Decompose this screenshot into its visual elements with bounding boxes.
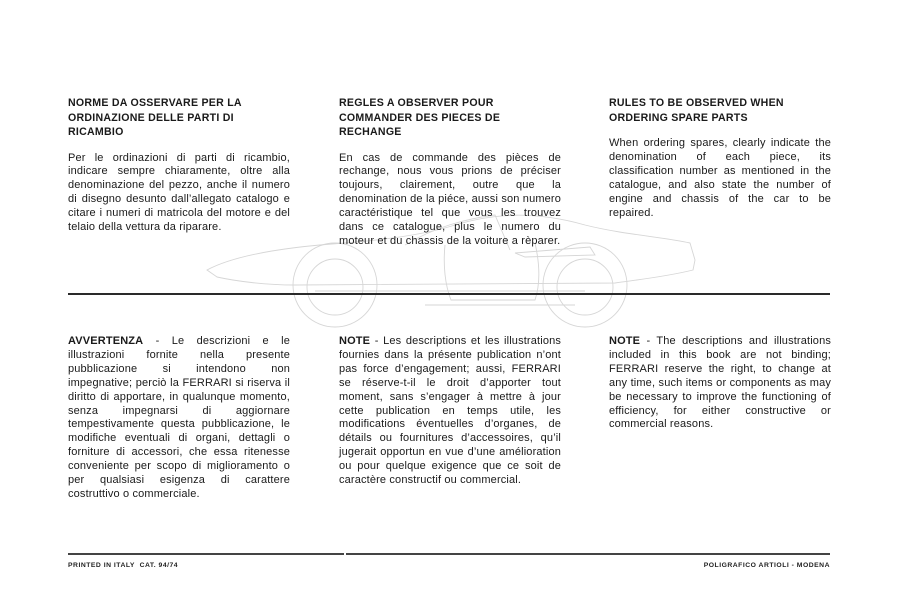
note-text-it: - Le descrizioni e le illustrazioni fornite nella presente pubblicazione si intendono non impegnative; perciò la FERRARI si riserva il diritto di apportare, in qualunque momento, senza impegnarsi di aggiornare tempestivamente questa pubblicazione, le modifiche eventuali di organi, dettagli o forniture di accessori, che essa ritenesse conveniente per scopo di miglioramento o per qualsiasi esigenza di carattere costruttivo o commerciale. (68, 335, 290, 500)
note-text-fr: - Les descriptions et les illustrations fournies dans la présente publication n’ont pas force d’engagement; aussi, FERRARI se réserve-t-il le droit d’apporter tout moment, sans s’engager à mettre à jour cette publication en temps utile, les modifications éventuelles d’organes, de détails ou fournitures d’accessoires, qu’il jugerait opportun en vue d’une amélioration ou pour quelque exigence que ce soit de caractère constructif ou commercial. (339, 335, 561, 487)
rules-text-it: Per le ordinazioni di parti di ricambio, indicare sempre chiaramente, oltre alla denominazione del pezzo, anche il numero di disegno desunto dall’allegato catalogo e citare i numeri di matricola del motore e del telaio della vettura da riparare. (68, 151, 290, 234)
note-text-en: - The descriptions and illustrations included in this book are not binding; FERRARI reserve the right, to change at any time, such items or components as may be necessary to improve the functioning of efficiency, for either constructive or commercial reasons. (609, 335, 831, 431)
section-divider (68, 293, 830, 295)
rules-heading-en: RULES TO BE OBSERVED WHEN ORDERING SPARE PARTS (609, 97, 784, 124)
note-fr (339, 335, 561, 488)
rear-wheel (557, 259, 613, 315)
footer-printer: POLIGRAFICO ARTIOLI - MODENA (703, 562, 830, 569)
column-english-rules (609, 96, 831, 220)
car-door (444, 243, 539, 300)
rules-text-fr: En cas de commande des pièces de rechange, nous vous prions de préciser toujours, clairement, outre que la denomination de la piéce, aussi son numero caractéristique tel que vous les trouvez dans ce catalogue, plus le numero du moteur et du chassis de la voiture a rèparer. (339, 151, 561, 247)
rules-heading-fr: REGLES A OBSERVER POUR COMMANDER DES PIECES DE RECHANGE (339, 97, 501, 138)
column-italian-rules (68, 96, 290, 235)
footer-rule-right (346, 553, 830, 555)
column-french-note (339, 335, 561, 488)
rules-text-en: When ordering spares, clearly indicate the denomination of each piece, its classification number as mentioned in the catalogue, and also state the number of engine and chassis of the car to be repaired. (609, 137, 831, 219)
note-lead-fr: NOTE (339, 335, 371, 347)
column-italian-note (68, 335, 290, 502)
note-lead-en: NOTE (609, 335, 641, 347)
rules-heading-it: NORME DA OSSERVARE PER LA ORDINAZIONE DELLE PARTI DI RICAMBIO (68, 97, 242, 138)
note-lead-it: AVVERTENZA (68, 335, 144, 347)
footer-print-info: PRINTED IN ITALY CAT. 94/74 (68, 562, 179, 569)
footer-rule-left (68, 553, 344, 555)
front-wheel (307, 259, 363, 315)
note-en (609, 335, 831, 432)
column-english-note (609, 335, 831, 432)
note-it (68, 335, 290, 502)
column-french-rules (339, 96, 561, 249)
